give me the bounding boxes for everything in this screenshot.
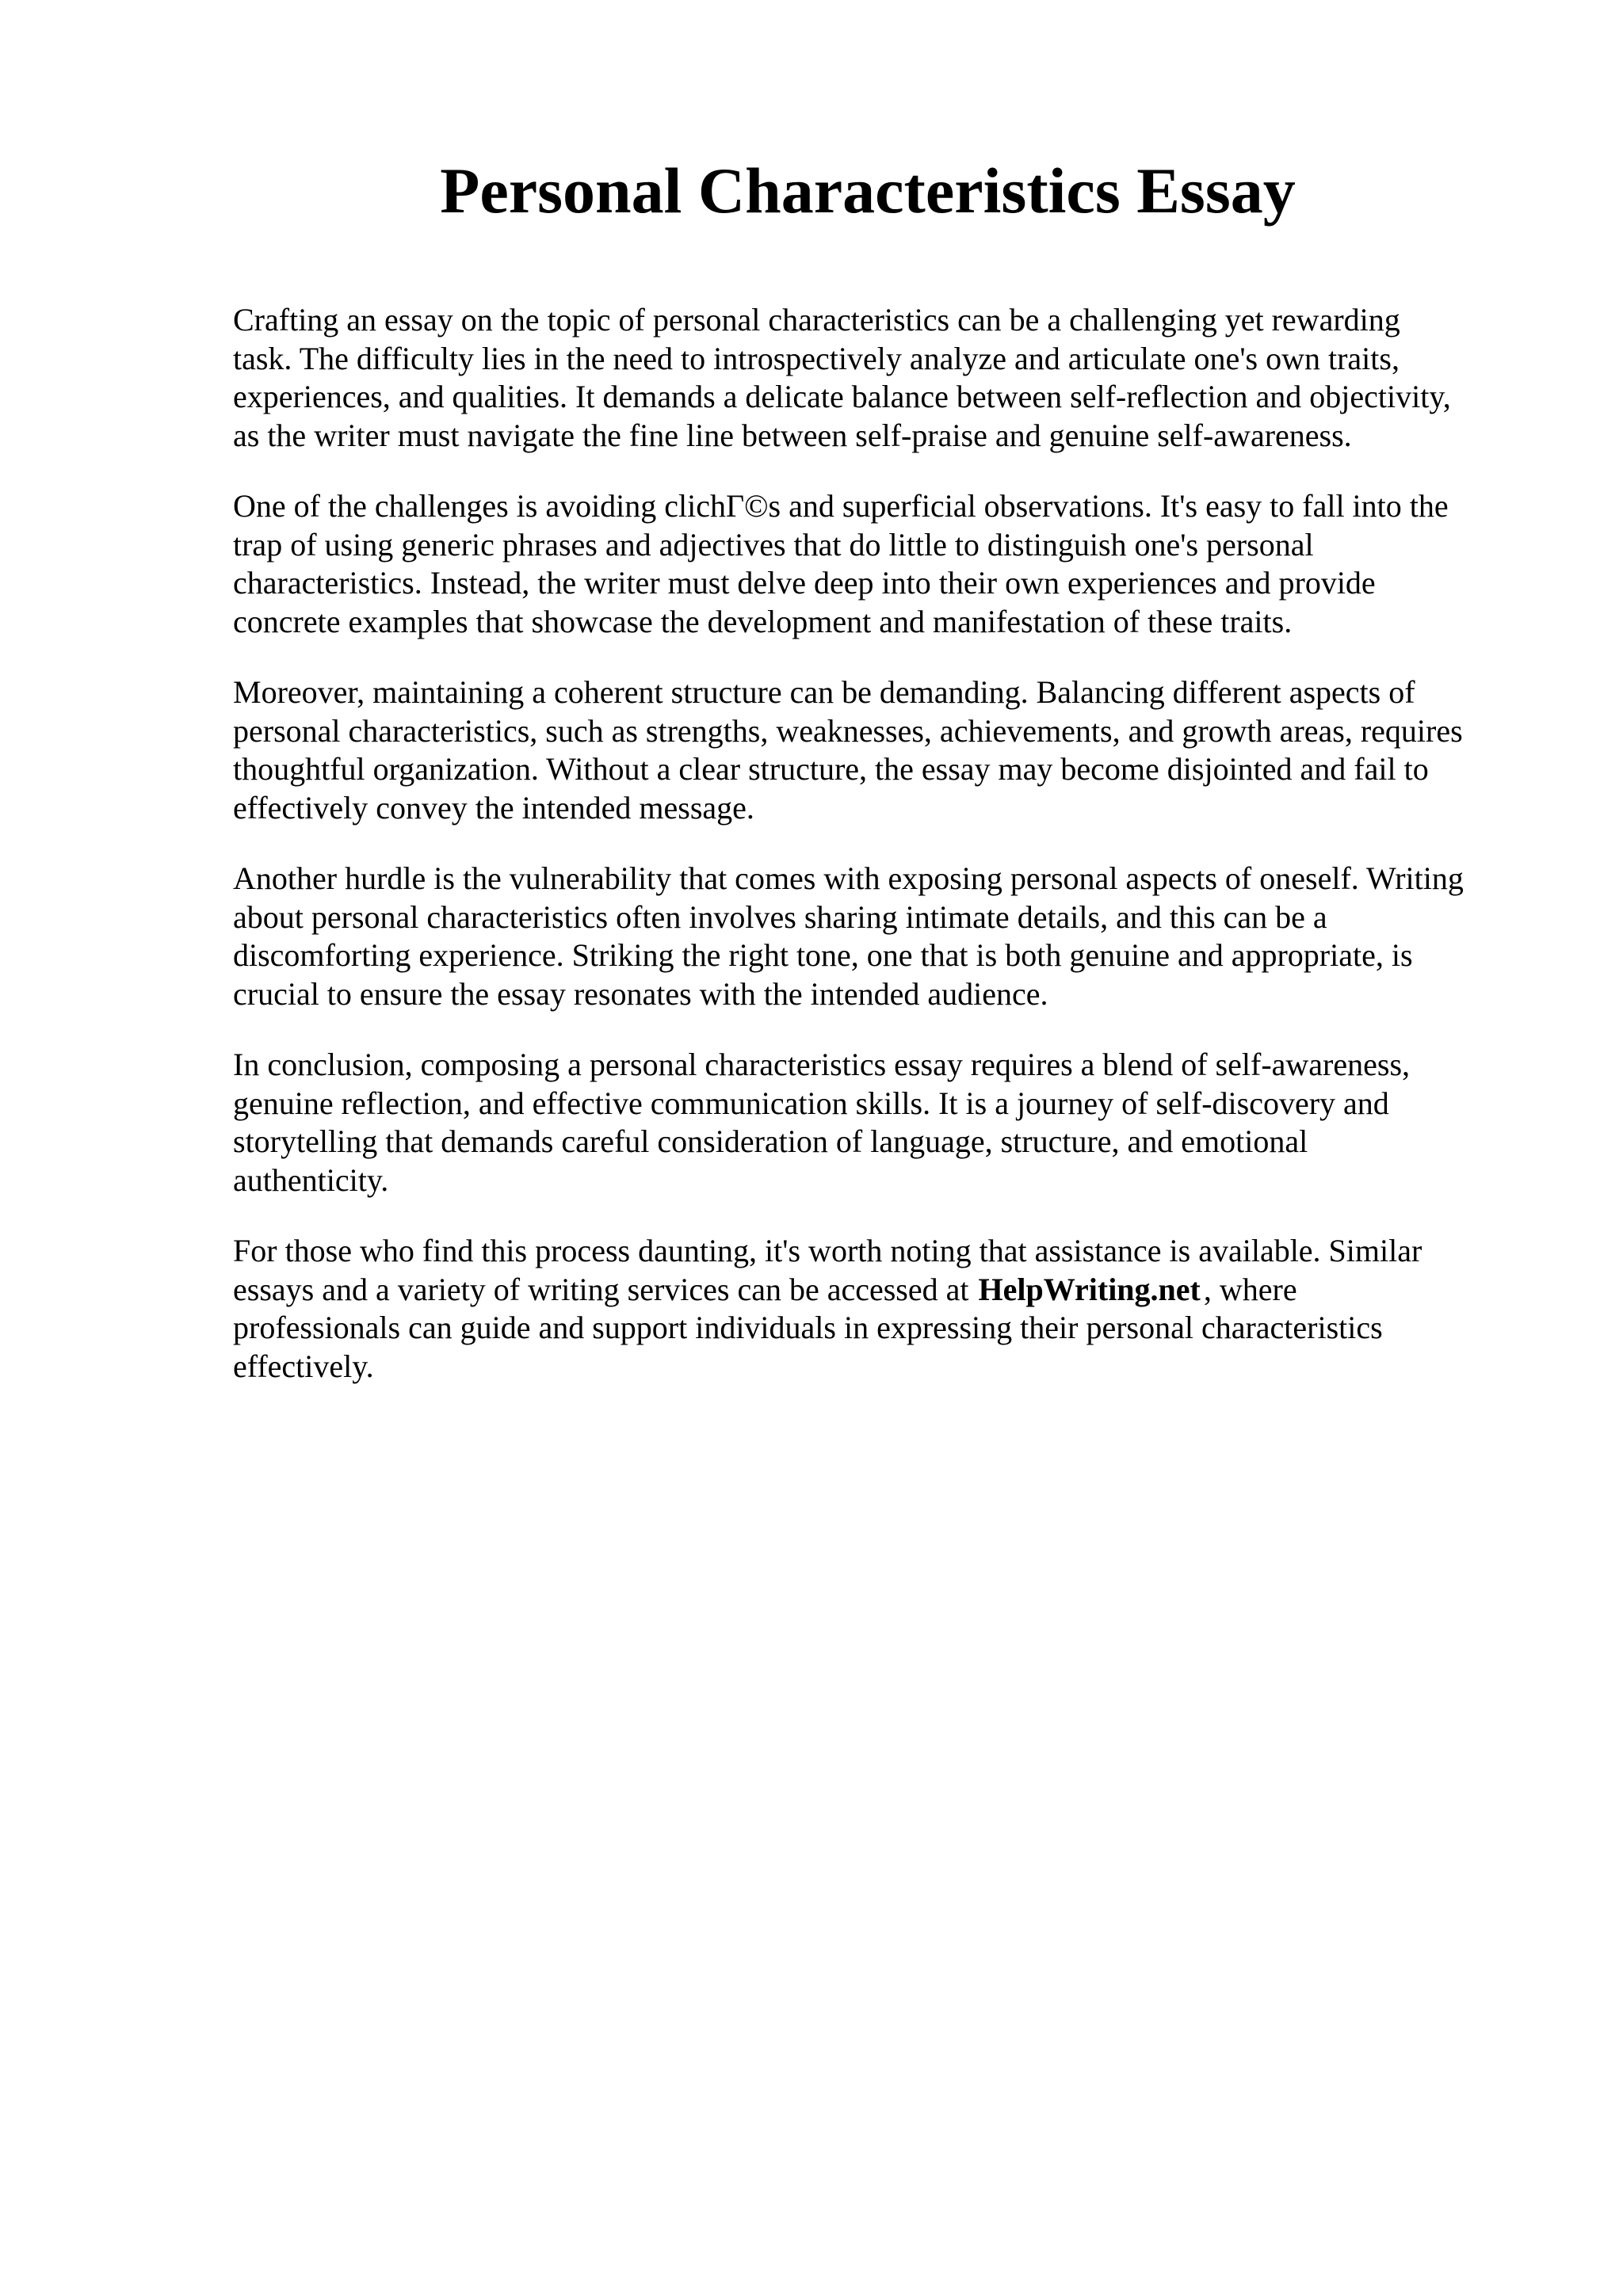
paragraph-line: genuine reflection, and effective communication skills. It is a journey of self-discovery and: [233, 1085, 1389, 1121]
paragraph-line: task. The difficulty lies in the need to introspectively analyze and articulate one's own traits,: [233, 340, 1400, 376]
essay-body: [233, 301, 1564, 1418]
paragraph-line-with-link: [233, 1271, 1564, 1310]
paragraph-line: crucial to ensure the essay resonates with the intended audience.: [233, 975, 1048, 1012]
paragraph-line: Moreover, maintaining a coherent structure can be demanding. Balancing different aspects of: [233, 674, 1415, 710]
paragraph-line: characteristics. Instead, the writer must delve deep into their own experiences and provide: [233, 565, 1376, 601]
paragraph-line: trap of using generic phrases and adjectives that do little to distinguish one's personal: [233, 526, 1314, 563]
paragraph-line: concrete examples that showcase the development and manifestation of these traits.: [233, 603, 1293, 639]
paragraph-line: personal characteristics, such as strengths, weaknesses, achievements, and growth areas, requires: [233, 712, 1463, 749]
paragraph-line: For those who find this process daunting, it's worth noting that assistance is available. Similar: [233, 1233, 1423, 1268]
paragraph-line: effectively.: [233, 1348, 374, 1384]
paragraph-introduction: [233, 301, 1564, 455]
paragraph-conclusion: [233, 1046, 1564, 1199]
line-text-after-link: , where: [1203, 1271, 1297, 1307]
paragraph-line: Crafting an essay on the topic of personal characteristics can be a challenging yet rewarding: [233, 302, 1400, 338]
helpwriting-link[interactable]: HelpWriting.net: [978, 1271, 1201, 1307]
paragraph-line: In conclusion, composing a personal characteristics essay requires a blend of self-awareness,: [233, 1047, 1411, 1082]
paragraph-line: effectively convey the intended message.: [233, 789, 754, 826]
paragraph-line: discomforting experience. Striking the right tone, one that is both genuine and appropriate, is: [233, 937, 1413, 973]
page-title: Personal Characteristics Essay: [440, 154, 1296, 227]
paragraph-vulnerability: [233, 860, 1564, 1013]
paragraph-line: about personal characteristics often involves sharing intimate details, and this can be a: [233, 898, 1327, 935]
line-text-before-link: essays and a variety of writing services can be accessed at: [233, 1271, 969, 1307]
paragraph-line: One of the challenges is avoiding clichΓ©s and superficial observations. It's easy to fall into the: [233, 488, 1449, 524]
paragraph-structure: [233, 673, 1564, 827]
paragraph-line: storytelling that demands careful consideration of language, structure, and emotional: [233, 1123, 1308, 1159]
paragraph-line: authenticity.: [233, 1161, 389, 1198]
paragraph-cliches: [233, 487, 1564, 641]
paragraph-line: as the writer must navigate the fine line between self-praise and genuine self-awareness.: [233, 417, 1352, 453]
paragraph-closing: [233, 1232, 1564, 1386]
paragraph-line: thoughtful organization. Without a clear structure, the essay may become disjointed and fail to: [233, 751, 1429, 787]
paragraph-line: professionals can guide and support individuals in expressing their personal characteristics: [233, 1310, 1383, 1345]
paragraph-line: experiences, and qualities. It demands a delicate balance between self-reflection and objectivity,: [233, 379, 1451, 414]
paragraph-line: Another hurdle is the vulnerability that comes with exposing personal aspects of oneself. Writing: [233, 860, 1464, 896]
